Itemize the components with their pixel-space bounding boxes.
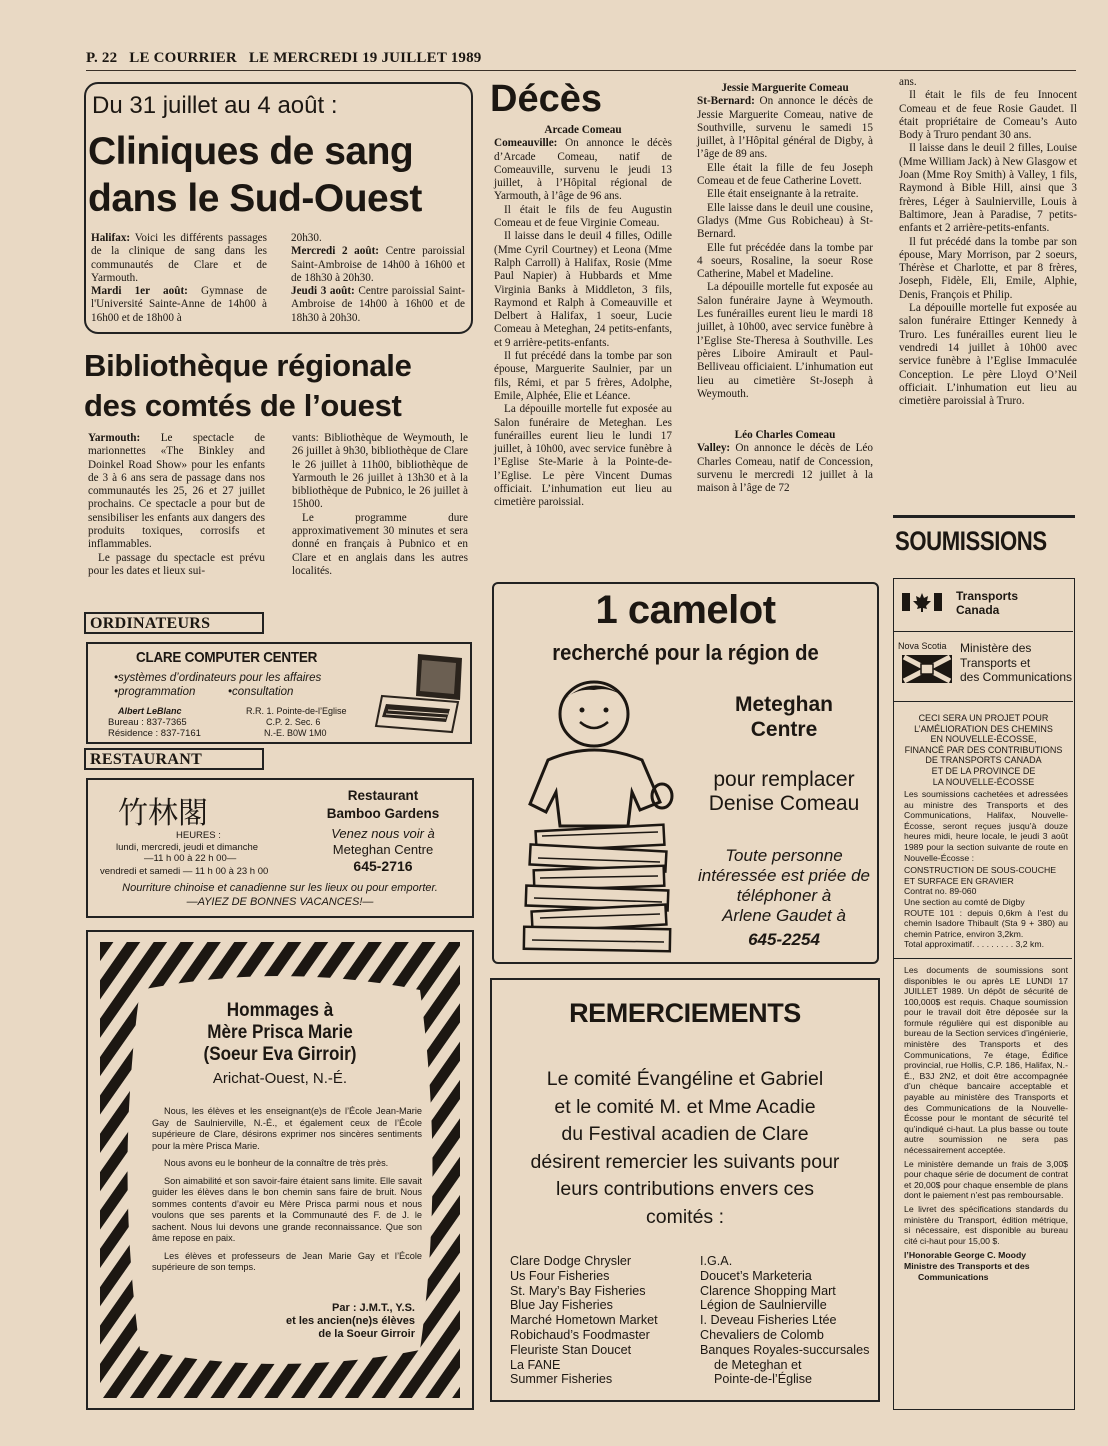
restaurant-invite: Venez nous voir à <box>331 826 435 841</box>
remerciements-line-4: désirent remercier les suivants pour <box>530 1150 840 1173</box>
hommages-p4: Les élèves et professeurs de Jean Marie Gay et l’École supérieure de son temps. <box>152 1250 422 1272</box>
clinics-mercredi-text: Centre paroissial Saint-Ambroise de 14h00 à 16h00 et de 18h30 à 20h30. <box>291 245 465 284</box>
camelot-call-2: intéressée est priée de <box>698 866 870 885</box>
library-column-2 <box>292 432 468 578</box>
restaurant-name-1: Restaurant <box>347 788 419 803</box>
obit-arcade-p2: Il était le fils de feu Augustin Comeau et de feue Virginie Comeau. <box>494 203 672 230</box>
clare-services-1: •systèmes d’ordinateurs pour les affaires <box>114 672 322 684</box>
project-header-3: EN NOUVELLE-ÉCOSSE, <box>930 734 1037 745</box>
sponsor-item: Fleuriste Stan Doucet <box>510 1342 632 1357</box>
sponsor-item: Clarence Shopping Mart <box>700 1283 836 1298</box>
sponsor-item: Légion de Saulnierville <box>700 1298 827 1313</box>
clare-services-2: •programmation <box>114 686 196 698</box>
project-header-5: DE TRANSPORTS CANADA <box>925 755 1042 766</box>
project-header-2: L’AMÉLIORATION DES CHEMINS <box>914 723 1053 734</box>
clare-contact-name: Albert LeBlanc <box>118 706 182 716</box>
ns-ministry-1: Ministère des <box>960 641 1032 655</box>
sponsor-item: Pointe-de-l’Église <box>714 1372 813 1387</box>
obit-leo-p1: On annonce le décès de Léo Charles Comeau, natif de Concession, survenu le mercredi 12 juillet à la maison à l’âge de 72 <box>697 442 873 495</box>
clinics-headline-line1: Cliniques de sang <box>88 130 414 173</box>
sponsor-item: Blue Jay Fisheries <box>510 1298 613 1313</box>
obit-leo-p4: Il fut précédé dans la tombe par son épouse, Mary Morrison, par 2 soeurs, Thérèse et Charlotte, et par 8 frères, Joseph, Fidèle, Eli, Emile, Alphie, Denis, François et Philip. <box>899 235 1077 301</box>
soumissions-p4: Le livret des spécifications standards du ministère du Transport, édition métrique, si nécessaire, est disponible au bureau cité ci-haut pour 15,00 $. <box>904 1203 1068 1246</box>
clare-address-1: R.R. 1. Pointe-de-l’Eglise <box>246 706 347 716</box>
hommages-body <box>152 1106 422 1274</box>
project-header-1: CECI SERA UN PROJET POUR <box>918 713 1049 723</box>
hommages-signature <box>230 1302 415 1341</box>
obit-name-jessie: Jessie Marguerite Comeau <box>721 82 849 94</box>
page-number: P. 22 <box>86 50 118 66</box>
obit-arcade-p5: La dépouille mortelle fut exposée au Salon funéraire de Meteghan. Les funérailles eurent lieu le lundi 17 juillet, à 10h00, avec service funèbre à l’Eglise Ste-Marie à la Pointe-de-l’Eglise. Le père Vincent Dumas officiait. L’inhumation eut lieu au cimetière paroissial. <box>494 403 672 509</box>
restaurant-hours-3: vendredi et samedi — 11 h 00 à 23 h 00 <box>100 866 269 877</box>
contract-c4: Une section au comté de Digby <box>904 896 1025 907</box>
clare-bureau-phone: Bureau : 837-7365 <box>108 717 187 728</box>
library-p1: Le spectacle de marionnettes «The Binkley and Doinkel Road Show» pour les enfants de 3 à 6 ans sera de passage dans nos communautés les 25, 26 et 27 juillet prochains. Ce spectacle a pour but de sensibiliser les enfants aux dangers des produits toxiques, corrosifs et inflammables. <box>88 432 265 551</box>
restaurant-phone: 645-2716 <box>353 858 413 874</box>
hommages-sign-3: de la Soeur Girroir <box>318 1328 415 1340</box>
obit-jessie-p1: On annonce le décès de Jessie Marguerite Comeau, native de Southville, survenu le samedi 15 juillet, à l’Hôpital général de Digby, à l’âge de 89 ans. <box>697 95 873 161</box>
hommages-title-1: Hommages à <box>226 1000 334 1021</box>
remerciements-line-2: et le comité M. et Mme Acadie <box>554 1095 816 1118</box>
sponsor-item: Marché Hometown Market <box>510 1313 658 1328</box>
minister-name: l’Honorable George C. Moody <box>904 1250 1027 1261</box>
issue-date: LE MERCREDI 19 JUILLET 1989 <box>248 50 482 66</box>
remerciements-title: REMERCIEMENTS <box>569 998 801 1028</box>
soumissions-p2: Les documents de soumissions sont disponibles le ou après LE LUNDI 17 JUILLET 1989. Un dépôt de sécurité de 100,000$ est requis. Chaque soumission pour le travail doit être déposée sur la formule régulière qui est disponible au bureau de la Section services d’ingénierie, ministère des Transports et des Communications, 7e étage, Édifice provincial, rue Hollis, C.P. 186, Halifax, N.-É., B3J 2N2, et doit être accompagnée d’un chèque bancaire acceptable et payable au ministère des Transports et des Communications de la Nouvelle-Écosse pour le montant de sécurité tel qu’indiqué ci-haut. La plus basse ou toute autre soumission ne sera pas nécessairement acceptée. <box>904 964 1068 1155</box>
hommages-content <box>140 1000 420 1087</box>
sponsors-left-list <box>510 1254 685 1387</box>
sponsor-item: Summer Fisheries <box>510 1372 613 1387</box>
clare-computer-ad <box>86 642 472 744</box>
hommages-p2: Nous avons eu le bonheur de la connaître de très près. <box>164 1158 389 1168</box>
obit-jessie-p5: Elle fut précédée dans la tombe par 4 soeurs, Rosaline, la soeur Rose Catherine, Mabel et Madeline. <box>697 241 873 281</box>
obit-arcade-p1: On annonce le décès d’Arcade Comeau, natif de Comeauville, survenu le jeudi 13 juillet, à l’Hôpital régional de Yarmouth, à l’âge de 96 ans. <box>494 137 672 203</box>
restaurant-place: Meteghan Centre <box>332 842 434 857</box>
ns-ministry-2: Transports et <box>960 655 1031 670</box>
camelot-place-2: Centre <box>750 718 818 741</box>
camelot-subtitle: recherché pour la région de <box>552 640 819 665</box>
deces-headline: Décès <box>490 78 602 120</box>
obit-jessie-p6: La dépouille mortelle fut exposée au Salon funéraire Jayne à Weymouth. Les funérailles eurent lieu le mardi 18 juillet, à 10h00, avec service funèbre à l’Eglise Ste-Theresa à Southville. Les pères Liboire Amirault et Paul-Belliveau officiaient. L’inhumation eut lieu au cimetière St-Joseph à Weymouth. <box>697 281 873 400</box>
remerciements-line-5: leurs contributions envers ces <box>556 1178 814 1200</box>
library-p3: vants: Bibliothèque de Weymouth, le 26 juillet à 9h30, bibliothèque de Clare le 26 juillet à 11h00, bibliothèque de Yarmouth le 26 juillet à 13h30 et à la bibliothèque de Pubnico, le 26 juillet à 15h00. <box>292 432 468 511</box>
camelot-replace-1: pour remplacer <box>713 768 855 791</box>
canada-flag-icon <box>902 591 942 613</box>
library-headline <box>84 346 412 426</box>
transports-canada-1: Transports <box>956 589 1019 603</box>
contract-c5: ROUTE 101 : depuis 0,6km à l’est du chemin Isadore Thibault (Sta 9 + 380) au chemin Patrice, environ 3,2km. <box>904 907 1068 939</box>
deces-column-3 <box>899 76 1077 408</box>
remerciements-line-1: Le comité Évangéline et Gabriel <box>546 1068 824 1090</box>
clinics-lead-mercredi: Mercredi 2 août: <box>291 245 380 258</box>
clare-residence-phone: Résidence : 837-7161 <box>108 728 201 739</box>
sponsor-item: Robichaud’s Foodmaster <box>510 1327 650 1342</box>
sponsor-item: I.G.A. <box>700 1254 733 1268</box>
obit-jessie-p3: Elle était enseignante à la retraite. <box>707 188 859 201</box>
obit-arcade-p3: Il laisse dans le deuil 4 filles, Odille (Mme Cyril Courtney) et Leona (Mme Ralph Carroll) à Halifax, Rosie (Mme Paul Napier) à Hubbards et Mme Virginia Banks à Middleton, 3 fils, Raymond et Ralph à Comeauville et Delbert à Halifax, 1 soeur, Lucie Comeau à Meteghan, 24 petits-enfants, et 9 arrière-petits-enfants. <box>494 230 672 349</box>
soumissions-divider-2 <box>894 701 1073 702</box>
project-header-6: ET DE LA PROVINCE DE <box>931 765 1036 776</box>
nova-scotia-logo: Nova Scotia <box>898 641 947 651</box>
remerciements-line-3: du Festival acadien de Clare <box>561 1123 809 1145</box>
restaurant-name-2: Bamboo Gardens <box>326 806 440 821</box>
header-rule <box>86 70 1076 71</box>
obit-arcade-p4: Il fut précédé dans la tombe par son épouse, Marguerite Saulnier, par un fils, Rémi, et par 5 frères, Adolphe, Emile, Alphée, Elie et Léance. <box>494 350 672 402</box>
clinics-lead-mardi: Mardi 1er août: <box>91 285 188 298</box>
restaurant-hours-title: HEURES : <box>176 830 221 841</box>
restaurant-wish: —AYIEZ DE BONNES VACANCES!— <box>186 896 374 908</box>
sponsor-item: Doucet’s Marketeria <box>700 1268 812 1283</box>
soumissions-body <box>904 789 1068 1282</box>
library-p4: Le programme dure approximativement 30 minutes et sera donné en français à Pubnico et en Clare et en anglais dans les autres localités. <box>292 511 468 577</box>
clinics-lead-halifax: Halifax: <box>91 232 131 244</box>
clinics-jeudi-text: Centre paroissial Saint-Ambroise de 14h00 à 16h00 et de 18h30 à 20h30. <box>291 285 466 324</box>
soumissions-rule <box>893 515 1075 518</box>
clinics-column-2 <box>291 232 465 325</box>
soumissions-divider-3 <box>894 958 1072 959</box>
obit-leo-cont: ans. <box>899 76 917 88</box>
remerciements-ad <box>490 978 880 1402</box>
obit-leo-p5: La dépouille mortelle fut exposée au salon funéraire Ettinger Kennedy à Truro. Les funérailles eurent lieu le vendredi 14 juillet à 10h00 avec service funèbre à l’Eglise Immaculée Conception. Le père Lloyd O’Neil officiait. L’inhumation eut lieu au cimetière paroissial à Truro. <box>899 302 1077 408</box>
clinics-mardi-cont: 20h30. <box>291 232 322 244</box>
contract-c6: Total approximatif. . . . . . . . . 3,2 km. <box>904 939 1045 950</box>
sponsor-item: Chevaliers de Colomb <box>700 1327 824 1342</box>
camelot-call <box>690 846 878 950</box>
hommages-title-2: Mère Prisca Marie <box>207 1022 353 1043</box>
remerciements-message <box>492 1066 878 1231</box>
section-tab-restaurant: RESTAURANT <box>84 748 264 770</box>
hommages-p3: Son aimabilité et son savoir-faire étaient sans limite. Elle savait guider les élèves dans le bon chemin sans faire de bruit. Nous sommes contents d’avoir eu Mère Prisca parmi nous et nous voulons que ses parents et la Communauté des F. de J. le sachent. Nous lui devons une grande reconnaissance. Que son âme repose en paix. <box>152 1175 422 1243</box>
library-p2: Le passage du spectacle est prévu pour les dates et lieux sui- <box>88 551 265 577</box>
obit-jessie-lead: St-Bernard: <box>697 95 755 108</box>
camelot-call-1: Toute personne <box>725 846 843 865</box>
clinics-mardi-text: Gymnase de l'Université Sainte-Anne de 14h00 à 16h00 et de 18h00 à <box>91 285 267 324</box>
page-header <box>86 50 490 67</box>
camelot-place <box>694 692 874 742</box>
clinics-intro: Voici les différents passages de la clinique de sang dans les communautés de Clare et de Yarmouth. <box>91 232 267 284</box>
newspaper-boy-icon <box>512 676 682 958</box>
soumissions-notice <box>893 578 1075 1410</box>
ns-ministry <box>960 641 1072 685</box>
hommages-p1: Nous, les élèves et les enseignant(e)s de l’École Jean-Marie Gay de Saulnierville, N.-É., et également ceux de l’École supérieure de Clare, désirons exprimer nos sincères sentiments pour la mère Prisca Marie. <box>152 1106 422 1151</box>
soumissions-headline: SOUMISSIONS <box>895 526 1047 556</box>
sponsors-right-list <box>700 1254 878 1387</box>
obit-jessie-p4: Elle laisse dans le deuil une cousine, Gladys (Mme Gus Robicheau) à St-Bernard. <box>697 201 873 241</box>
bamboo-gardens-ad <box>86 778 474 918</box>
section-tab-ordinateurs: ORDINATEURS <box>84 612 264 634</box>
clare-address-2: C.P. 2. Sec. 6 <box>266 717 321 727</box>
clare-company-name: CLARE COMPUTER CENTER <box>136 649 318 666</box>
clinics-column-1 <box>91 232 267 325</box>
clinics-lead-jeudi: Jeudi 3 août: <box>291 285 355 298</box>
library-lead: Yarmouth: <box>88 432 141 444</box>
obit-jessie-p2: Elle était la fille de feu Joseph Comeau et de feue Catherine Lovett. <box>697 161 873 188</box>
camelot-ad <box>492 582 879 964</box>
hommages-sign-2: et les ancien(ne)s élèves <box>285 1315 415 1327</box>
restaurant-hours-2: —11 h 00 à 22 h 00— <box>144 853 237 864</box>
obit-leo-p3: Il laisse dans le deuil 2 filles, Louise (Mme William Jack) à New Glasgow et Joan (Mme Roy Smith) à Valley, 1 fils, Raymond à Bible Hill, ainsi que 3 frères, Léger à Saulnierville, Louis à Baltimore, Jean à Paradise, 7 petits-enfants et 2 arrière-petits-enfants. <box>899 142 1077 235</box>
contract-c3: Contrat no. 89-060 <box>904 886 977 897</box>
camelot-replace <box>694 768 874 816</box>
nova-scotia-crest-icon <box>902 655 952 683</box>
clare-services-3: •consultation <box>228 686 294 698</box>
clinics-date: Du 31 juillet au 4 août : <box>92 92 338 119</box>
sponsor-item: Banques Royales-succursales <box>700 1342 870 1357</box>
camelot-phone: 645-2254 <box>748 930 820 949</box>
project-header <box>898 713 1069 787</box>
soumissions-p1: Les soumissions cachetées et adressées au ministre des Transports et des Communications, Halifax, Nouvelle-Écosse, seront reçues jusqu’à douze heures midi, heure locale, le jeudi 3 août 1989 pour la section suivante de route en Nouvelle-Écosse : <box>904 789 1068 863</box>
minister-title-1: Ministre des Transports et des <box>904 1260 1030 1271</box>
library-column-1 <box>88 432 265 578</box>
deces-column-2 <box>697 82 873 496</box>
restaurant-hours-1: lundi, mercredi, jeudi et dimanche <box>116 842 259 853</box>
sponsor-item: Clare Dodge Chrysler <box>510 1254 632 1268</box>
newspaper-name: LE COURRIER <box>129 50 237 66</box>
deces-column-1 <box>494 124 672 510</box>
sponsor-item: St. Mary’s Bay Fisheries <box>510 1283 646 1298</box>
camelot-call-3: téléphoner à <box>736 886 832 905</box>
minister-title-2: Communications <box>918 1271 989 1282</box>
soumissions-divider-1 <box>894 631 1073 632</box>
camelot-place-1: Meteghan <box>734 693 833 716</box>
restaurant-food: Nourriture chinoise et canadienne sur les lieux ou pour emporter. <box>122 882 438 894</box>
sponsor-item: de Meteghan et <box>714 1357 802 1372</box>
obit-name-leo: Léo Charles Comeau <box>734 429 836 442</box>
obit-leo-p2: Il était le fils de feu Innocent Comeau et de feue Rosie Gaudet. Il était propriétaire de Comeau’s Auto Body à Truro pendant 30 ans. <box>899 89 1077 142</box>
soumissions-p3: Le ministère demande un frais de 3,00$ pour chaque série de document de contrat et 20,00$ pour chaque ensemble de plans dont le paiement n’est pas remboursable. <box>904 1158 1068 1201</box>
sponsor-item: I. Deveau Fisheries Ltée <box>700 1313 837 1328</box>
hommages-title-3: (Soeur Eva Girroir) <box>203 1044 357 1065</box>
restaurant-chinese-name: 竹林閣 <box>118 796 208 831</box>
project-header-4: FINANCÉ PAR DES CONTRIBUTIONS <box>904 744 1063 755</box>
library-headline-line1: Bibliothèque régionale <box>84 348 412 383</box>
sponsor-item: La FANE <box>510 1357 561 1372</box>
hommages-place: Arichat-Ouest, N.-É. <box>212 1070 348 1087</box>
project-header-7: LA NOUVELLE-ÉCOSSE <box>932 776 1035 787</box>
camelot-call-4: Arlene Gaudet à <box>722 906 846 925</box>
clinics-headline-line2: dans le Sud-Ouest <box>88 177 422 220</box>
clare-address-3: N.-E. B0W 1M0 <box>264 728 327 738</box>
remerciements-line-6: comités : <box>645 1205 725 1228</box>
computer-icon <box>374 652 468 738</box>
library-headline-line2: des comtés de l’ouest <box>84 388 402 423</box>
contract-c2: ET SURFACE EN GRAVIER <box>904 875 1014 886</box>
hommages-sign-1: Par : J.M.T., Y.S. <box>332 1302 415 1314</box>
transports-canada <box>956 589 1018 617</box>
camelot-replace-2: Denise Comeau <box>708 792 860 815</box>
clinics-headline <box>88 128 422 222</box>
sponsor-item: Us Four Fisheries <box>510 1268 610 1283</box>
obit-name-arcade: Arcade Comeau <box>544 124 622 136</box>
camelot-title: 1 camelot <box>595 588 776 632</box>
transports-canada-2: Canada <box>956 603 1000 617</box>
ns-ministry-3: des Communications <box>960 670 1073 684</box>
contract-c1: CONSTRUCTION DE SOUS-COUCHE <box>904 865 1057 876</box>
obit-arcade-lead: Comeauville: <box>494 137 558 150</box>
obit-leo-lead: Valley: <box>697 442 731 455</box>
